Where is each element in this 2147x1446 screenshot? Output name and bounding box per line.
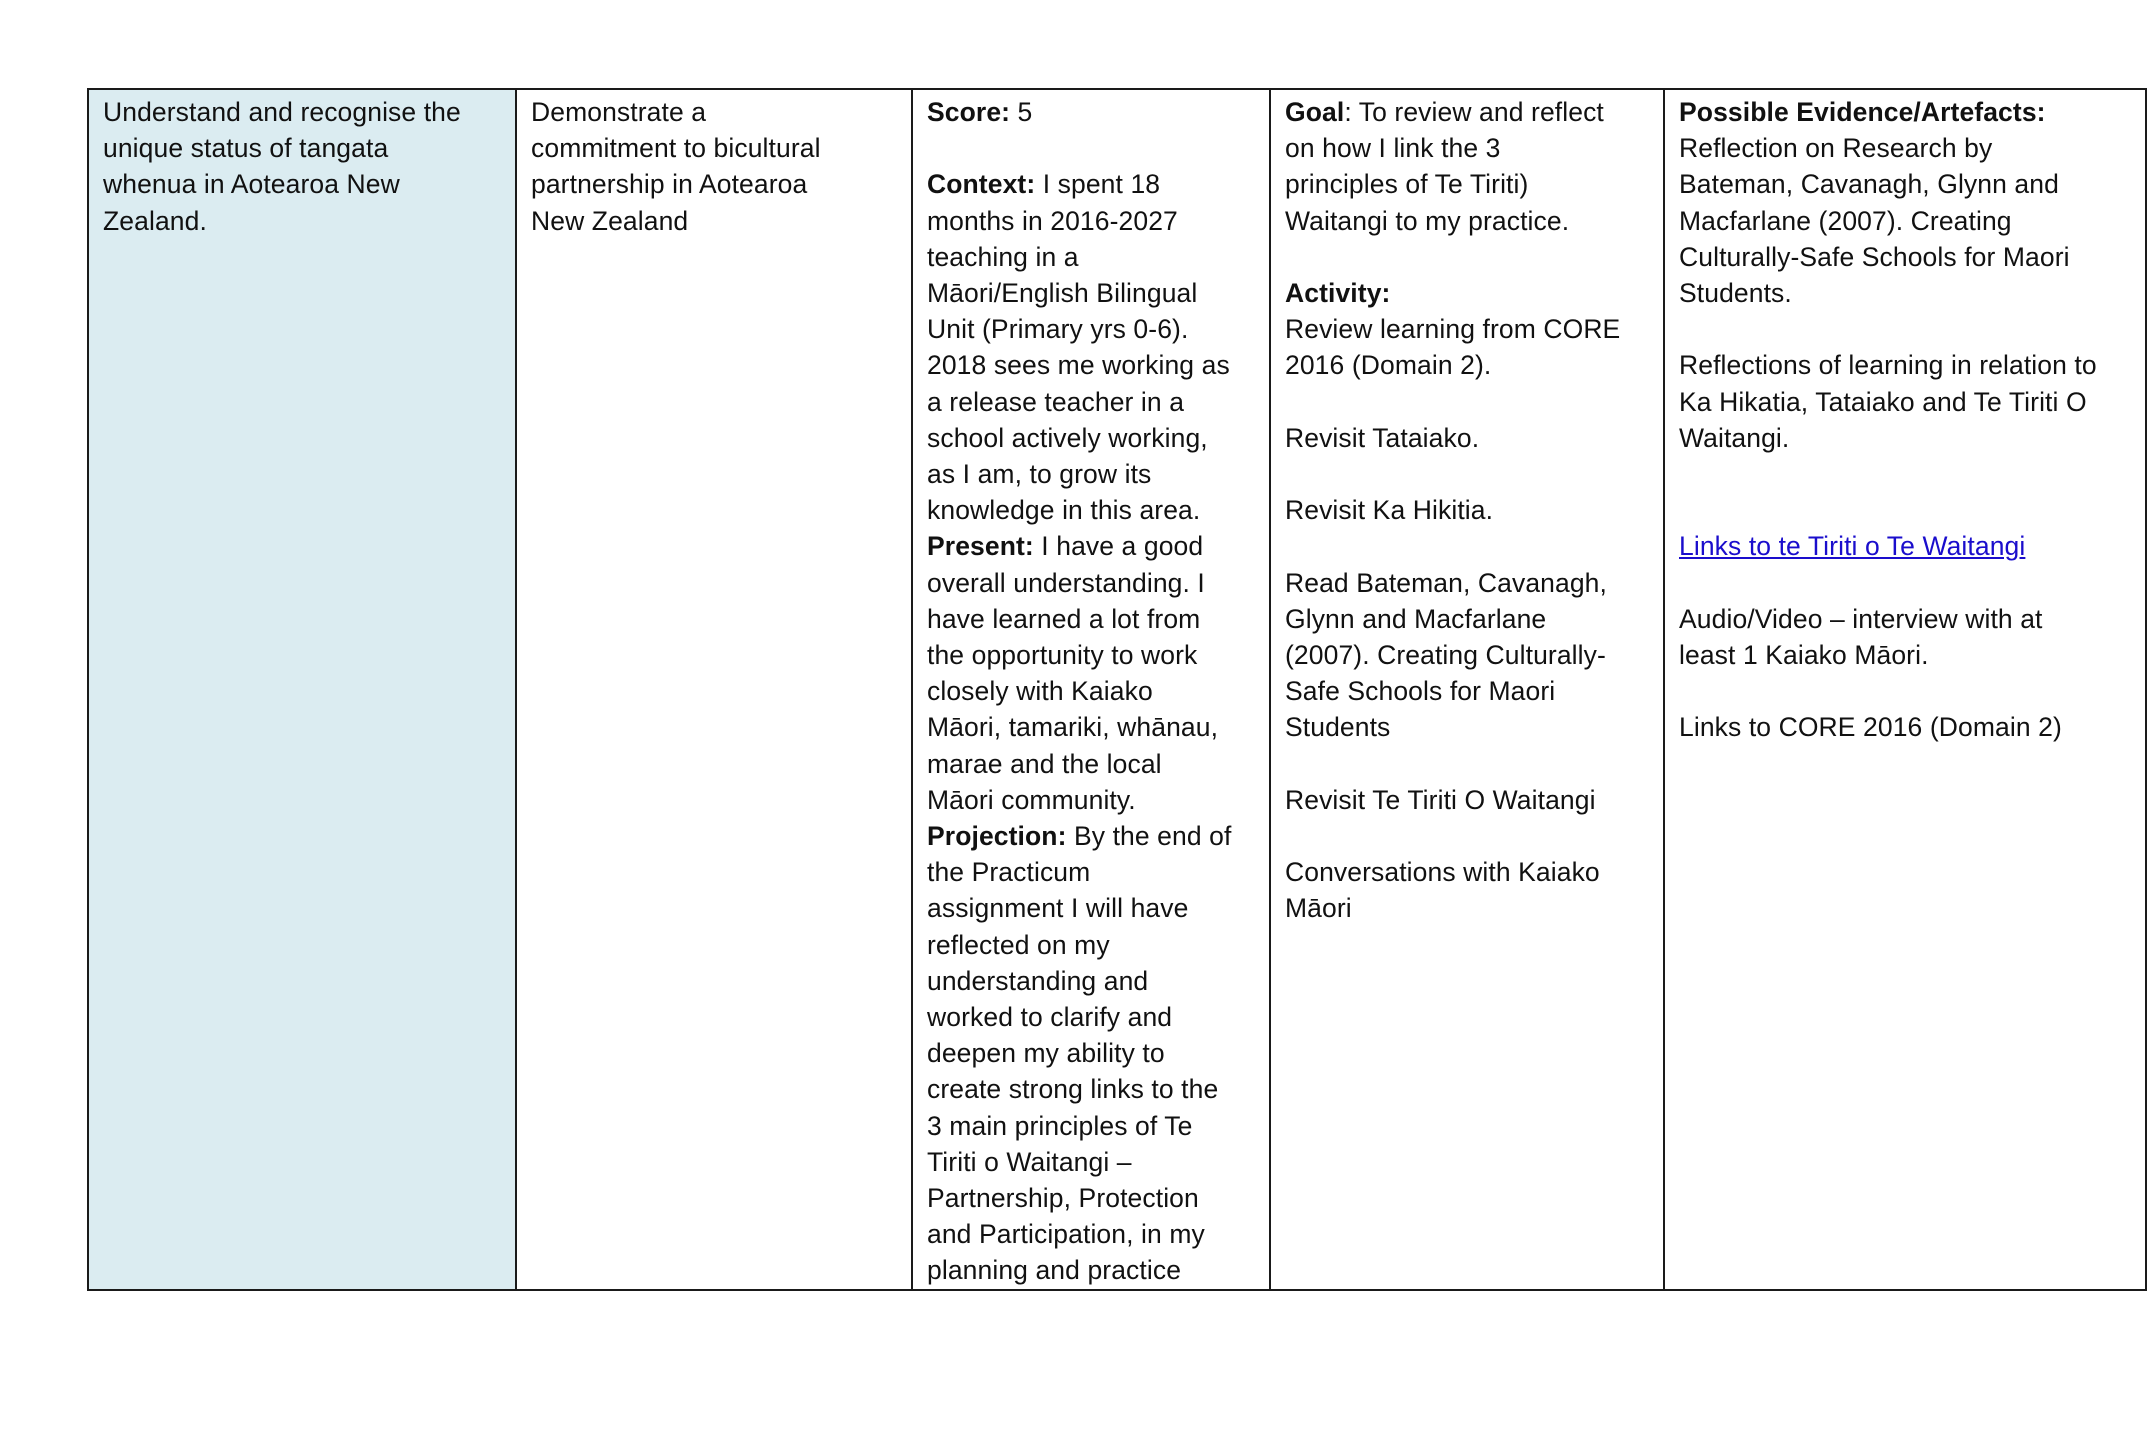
context-text: I spent 18: [1035, 169, 1161, 200]
text-line: Māori community.: [927, 784, 1136, 815]
text-line: marae and the local: [927, 748, 1162, 779]
standard-line: Understand and recognise the: [103, 97, 461, 127]
text-line: and Participation, in my: [927, 1219, 1205, 1250]
indicator-cell: [516, 89, 912, 1290]
text-line: understanding and: [927, 965, 1149, 996]
present-line: [927, 528, 1255, 564]
text-line: Ka Hikatia, Tataiako and Te Tiriti O: [1679, 386, 2087, 417]
text-line: create strong links to the: [927, 1074, 1219, 1105]
activity-line: Glynn and Macfarlane: [1285, 603, 1547, 634]
activity-line: Revisit Tataiako.: [1285, 422, 1480, 453]
activity-item: [1285, 854, 1649, 926]
text-line: least 1 Kaiako Māori.: [1679, 639, 1929, 670]
text-line: Reflection on Research by: [1679, 133, 1993, 164]
spacer: [1679, 311, 2131, 347]
text-line: Unit (Primary yrs 0-6).: [927, 314, 1189, 345]
standard-line: Zealand.: [103, 205, 207, 236]
text-line: Tiriti o Waitangi –: [927, 1146, 1132, 1177]
evidence-cell: [1664, 89, 2146, 1290]
spacer: [1679, 673, 2131, 709]
text-line: as I am, to grow its: [927, 459, 1152, 490]
text-line: assignment I will have: [927, 893, 1189, 924]
score-line: [927, 94, 1255, 130]
projection-label: Projection:: [927, 821, 1067, 852]
activity-line: (2007). Creating Culturally-: [1285, 639, 1606, 670]
activity-item: [1285, 565, 1649, 746]
activity-line: Conversations with Kaiako: [1285, 857, 1600, 888]
context-lines: [927, 203, 1255, 529]
text-line: Bateman, Cavanagh, Glynn and: [1679, 169, 2059, 200]
present-text: I have a good: [1033, 531, 1204, 562]
spacer: [1285, 818, 1649, 854]
teaching-standards-table: [87, 88, 2147, 1291]
text-line: months in 2016-2027: [927, 205, 1178, 236]
score-label: Score:: [927, 97, 1011, 127]
activity-line: Revisit Ka Hikitia.: [1285, 495, 1494, 526]
text-line: knowledge in this area.: [927, 495, 1201, 526]
indicator-line: commitment to bicultural: [531, 133, 821, 164]
projection-text: By the end of: [1066, 821, 1232, 852]
table-row: [88, 89, 2146, 1290]
spacer: [1285, 746, 1649, 782]
evidence-heading: [1679, 94, 2131, 130]
spacer: [1285, 239, 1649, 275]
activity-item: [1285, 782, 1649, 818]
text-line: Reflections of learning in relation to: [1679, 350, 2097, 381]
text-line: teaching in a: [927, 241, 1079, 272]
text-line: deepen my ability to: [927, 1038, 1165, 1069]
projection-line: [927, 818, 1255, 854]
text-line: closely with Kaiako: [927, 676, 1153, 707]
evidence-item-core: [1679, 709, 2131, 745]
activity-line: Māori: [1285, 893, 1352, 924]
goal-label: Goal: [1285, 97, 1345, 127]
text-line: 2018 sees me working as: [927, 350, 1230, 381]
text-line: the Practicum: [927, 857, 1091, 888]
present-lines: [927, 565, 1255, 818]
self-assessment-cell: [912, 89, 1270, 1290]
indicator-line: New Zealand: [531, 205, 689, 236]
indicator-line: Demonstrate a: [531, 97, 707, 127]
text-line: Māori/English Bilingual: [927, 278, 1198, 308]
activity-heading: [1285, 275, 1649, 311]
text-line: worked to clarify and: [927, 1002, 1173, 1033]
spacer: [1679, 456, 2131, 492]
text-line: the opportunity to work: [927, 640, 1198, 671]
plan-cell: [1270, 89, 1664, 1290]
tiriti-link[interactable]: Links to te Tiriti o Te Waitangi: [1679, 531, 2026, 562]
activity-label: Activity:: [1285, 278, 1391, 308]
activity-line: Read Bateman, Cavanagh,: [1285, 567, 1607, 598]
goal-text: : To review and reflect: [1344, 97, 1604, 127]
text-line: Audio/Video – interview with at: [1679, 603, 2043, 634]
spacer: [1285, 456, 1649, 492]
evidence-item-research: [1679, 130, 2131, 311]
activity-line: Students: [1285, 712, 1391, 743]
evidence-item-audio: [1679, 601, 2131, 673]
text-line: have learned a lot from: [927, 603, 1201, 634]
spacer: [1679, 492, 2131, 528]
activity-item: [1285, 311, 1649, 383]
text-line: Macfarlane (2007). Creating: [1679, 205, 2012, 236]
text-line: overall understanding. I: [927, 567, 1205, 598]
activity-line: 2016 (Domain 2).: [1285, 350, 1492, 381]
text-line: Waitangi to my practice.: [1285, 205, 1570, 236]
standard-cell: [88, 89, 516, 1290]
text-line: reflected on my: [927, 929, 1110, 960]
spacer: [1679, 565, 2131, 601]
text-line: Students.: [1679, 278, 1792, 309]
activity-item: [1285, 420, 1649, 456]
text-line: principles of Te Tiriti): [1285, 169, 1529, 200]
score-value: 5: [1010, 97, 1033, 127]
goal-lines: [1285, 130, 1649, 239]
context-label: Context:: [927, 169, 1036, 200]
activity-item: [1285, 492, 1649, 528]
standard-line: unique status of tangata: [103, 133, 389, 164]
spacer: [1285, 384, 1649, 420]
text-line: school actively working,: [927, 422, 1208, 453]
text-line: on how I link the 3: [1285, 133, 1501, 164]
text-line: Partnership, Protection: [927, 1183, 1199, 1214]
indicator-line: partnership in Aotearoa: [531, 169, 808, 200]
goal-line: [1285, 94, 1649, 130]
projection-lines: [927, 854, 1255, 1288]
text-line: a release teacher in a: [927, 386, 1185, 417]
text-line: planning and practice: [927, 1255, 1182, 1286]
text-line: Waitangi.: [1679, 422, 1790, 453]
spacer: [1285, 528, 1649, 564]
context-line: [927, 166, 1255, 202]
text-line: Culturally-Safe Schools for Maori: [1679, 241, 2070, 272]
spacer: [927, 130, 1255, 166]
activity-line: Revisit Te Tiriti O Waitangi: [1285, 784, 1596, 815]
present-label: Present:: [927, 531, 1034, 562]
activity-line: Safe Schools for Maori: [1285, 676, 1556, 707]
activity-line: Review learning from CORE: [1285, 314, 1621, 345]
evidence-item-reflections: [1679, 347, 2131, 456]
activity-list: [1285, 311, 1649, 926]
text-line: Links to CORE 2016 (Domain 2): [1679, 712, 2062, 743]
evidence-link-line: [1679, 528, 2131, 564]
evidence-heading-text: Possible Evidence/Artefacts:: [1679, 97, 2046, 127]
text-line: 3 main principles of Te: [927, 1110, 1193, 1141]
text-line: Māori, tamariki, whānau,: [927, 712, 1219, 743]
standard-line: whenua in Aotearoa New: [103, 169, 400, 200]
